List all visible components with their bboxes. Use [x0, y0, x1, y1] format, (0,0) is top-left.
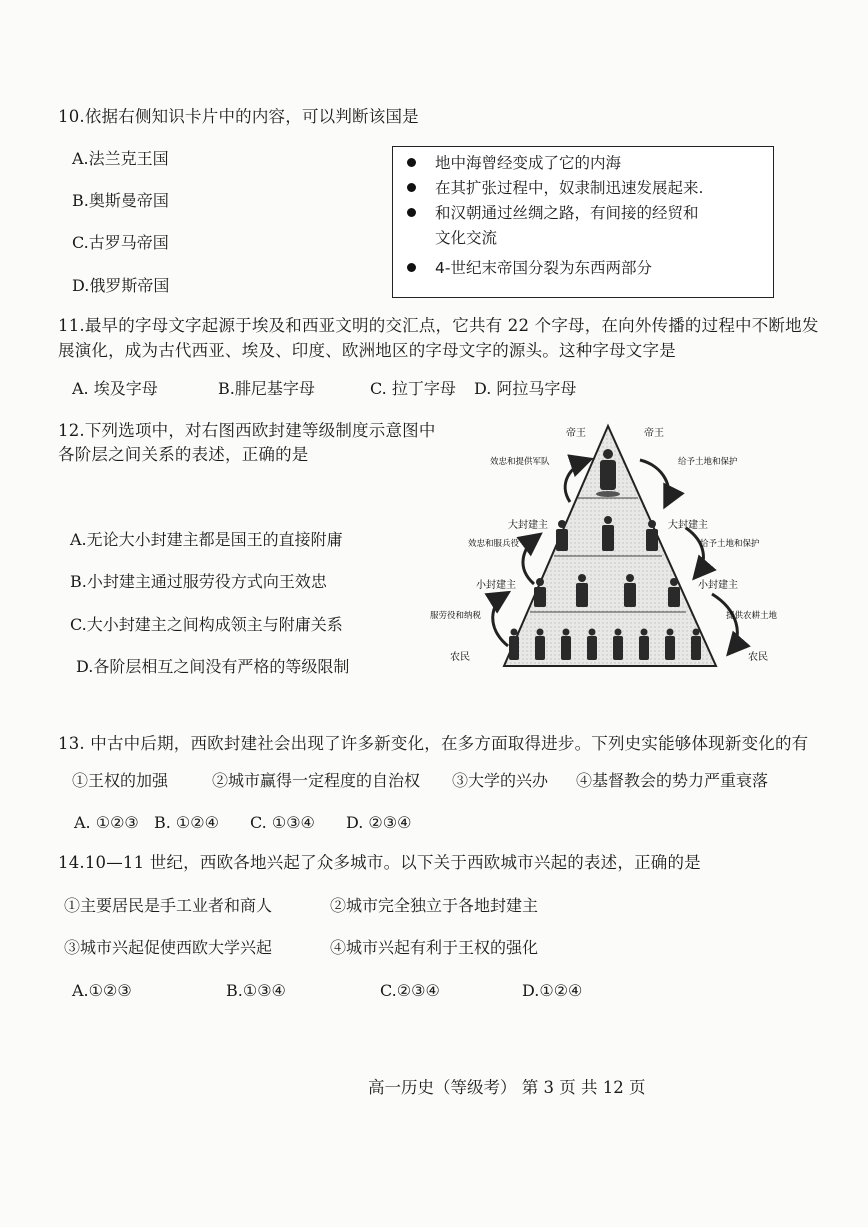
card-line-4: 文化交流 — [435, 229, 498, 247]
label-land-protection-2: 给予土地和保护 — [700, 539, 760, 549]
card-line-2: 在其扩张过程中，奴隶制迅速发展起来. — [435, 179, 704, 197]
bullet-icon — [407, 183, 416, 192]
label-right-peasant: 农民 — [748, 652, 768, 663]
q13-option-c: C. ①③④ — [250, 813, 315, 832]
q12-stem-line-1: 12.下列选项中，对右图西欧封建等级制度示意图中 — [58, 421, 436, 440]
bullet-icon — [407, 263, 416, 272]
q14-item-1: ①主要居民是手工业者和商人 — [64, 896, 273, 915]
q14-option-d: D.①②④ — [522, 981, 583, 1000]
arrow-down-icon — [686, 528, 703, 576]
bullet-icon — [407, 158, 416, 167]
q12-option-c: C.大小封建主之间构成领主与附庸关系 — [70, 615, 343, 634]
page-footer: 高一历史（等级考） 第 3 页 共 12 页 — [368, 1078, 646, 1097]
arrow-down-icon — [640, 460, 669, 504]
label-left-minor-lord: 小封建主 — [476, 580, 516, 591]
q13-item-2: ②城市赢得一定程度的自治权 — [212, 771, 421, 790]
label-land-protection-1: 给予土地和保护 — [678, 457, 738, 467]
q13-stem: 13. 中古中后期，西欧封建社会出现了许多新变化，在多方面取得进步。下列史实能够体现新变化的有 — [58, 734, 809, 753]
label-right-minor-lord: 小封建主 — [698, 580, 738, 591]
q11-stem-line-1: 11.最早的字母文字起源于埃及和西亚文明的交汇点，它共有 22 个字母，在向外传播的过程中不断地发 — [58, 316, 819, 335]
label-left-king: 帝王 — [566, 428, 586, 439]
card-line-5: 4-世纪末帝国分裂为东西两部分 — [435, 259, 652, 277]
q10-option-b: B.奥斯曼帝国 — [72, 191, 169, 210]
q14-option-b: B.①③④ — [226, 981, 286, 1000]
q12-option-a: A.无论大小封建主都是国王的直接附庸 — [70, 530, 343, 549]
label-loyalty-military: 效忠和服兵役 — [468, 539, 520, 549]
q13-option-a: A. ①②③ — [74, 813, 139, 832]
label-left-peasant: 农民 — [450, 652, 470, 663]
q12-stem-line-2: 各阶层之间关系的表述，正确的是 — [58, 445, 309, 464]
arrow-up-icon — [523, 536, 538, 584]
card-line-1: 地中海曾经变成了它的内海 — [435, 154, 622, 172]
label-farmland: 提供农耕土地 — [726, 611, 778, 621]
q13-option-b: B. ①②④ — [154, 813, 219, 832]
q10-option-c: C.古罗马帝国 — [72, 233, 169, 252]
q14-item-3: ③城市兴起促使西欧大学兴起 — [64, 938, 273, 957]
label-right-king: 帝王 — [644, 428, 664, 439]
q13-item-3: ③大学的兴办 — [452, 771, 549, 790]
q13-item-4: ④基督教会的势力严重衰落 — [576, 771, 769, 790]
bullet-icon — [407, 208, 416, 217]
q11-stem-line-2: 展演化，成为古代西亚、埃及、印度、欧洲地区的字母文字的源头。这种字母文字是 — [58, 341, 676, 360]
label-loyalty-troops: 效忠和提供军队 — [490, 457, 550, 467]
q11-option-a: A. 埃及字母 — [72, 379, 158, 398]
q12-option-d: D.各阶层相互之间没有严格的等级限制 — [76, 657, 350, 676]
feudal-hierarchy-diagram — [430, 418, 780, 680]
q11-option-b: B.腓尼基字母 — [218, 379, 315, 398]
q11-option-d: D. 阿拉马字母 — [474, 379, 577, 398]
q14-option-a: A.①②③ — [72, 981, 132, 1000]
arrow-up-icon — [493, 594, 508, 646]
label-labor-tax: 服劳役和纳税 — [430, 611, 482, 621]
q13-option-d: D. ②③④ — [346, 813, 412, 832]
label-right-great-lord: 大封建主 — [668, 520, 708, 531]
knowledge-card — [392, 146, 774, 298]
q13-item-1: ①王权的加强 — [72, 771, 169, 790]
label-left-great-lord: 大封建主 — [508, 520, 548, 531]
q10-stem: 10.依据右侧知识卡片中的内容，可以判断该国是 — [58, 107, 419, 126]
q14-item-2: ②城市完全独立于各地封建主 — [330, 896, 539, 915]
q11-option-c: C. 拉丁字母 — [370, 379, 456, 398]
q14-option-c: C.②③④ — [380, 981, 440, 1000]
q10-option-a: A.法兰克王国 — [72, 149, 169, 168]
q14-item-4: ④城市兴起有利于王权的强化 — [330, 938, 539, 957]
q10-option-d: D.俄罗斯帝国 — [72, 276, 170, 295]
arrow-down-icon — [712, 594, 737, 652]
q12-option-b: B.小封建主通过服劳役方式向王效忠 — [70, 572, 327, 591]
card-line-3: 和汉朝通过丝绸之路，有间接的经贸和 — [435, 204, 699, 222]
q14-stem: 14.10—11 世纪，西欧各地兴起了众多城市。以下关于西欧城市兴起的表述，正确的是 — [58, 853, 701, 872]
